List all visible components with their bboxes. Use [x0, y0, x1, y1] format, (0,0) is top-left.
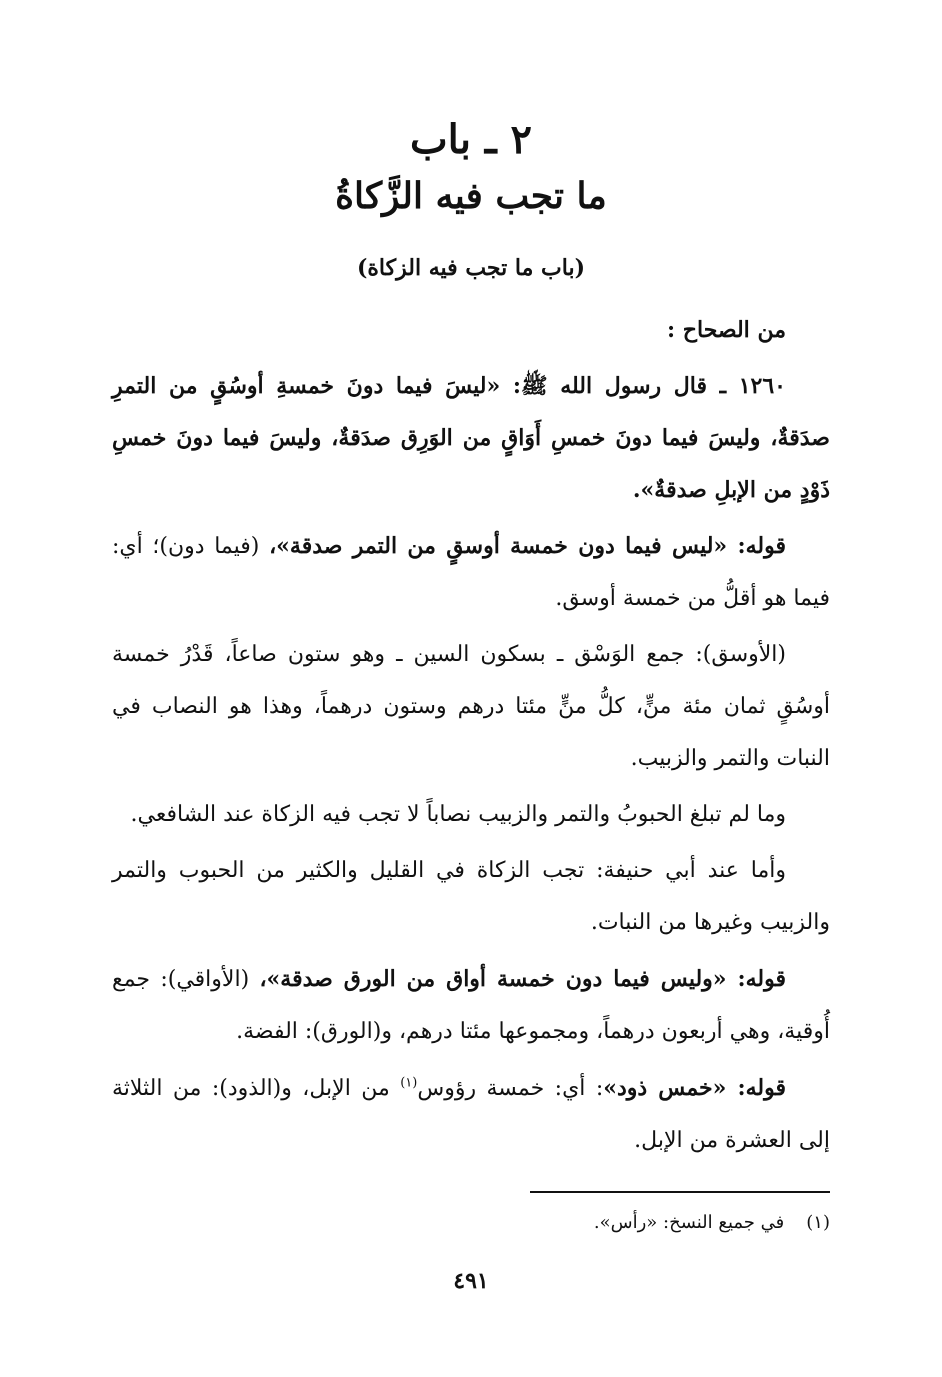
body-text [112, 304, 830, 1171]
commentary-paragraph-4: وأما عند أبي حنيفة: تجب الزكاة في القليل والكثير من الحبوب والتمر والزبيب وغيرها من النبات. [112, 858, 830, 935]
chapter-number: ٢ ـ باب [409, 116, 533, 163]
commentary-paragraph-6 [112, 1062, 830, 1167]
footnote-divider [530, 1191, 830, 1193]
section-subheading: (باب ما تجب فيه الزكاة) [356, 255, 585, 281]
section-label: من الصحاح : [667, 317, 786, 343]
commentary-text: من الإبل، و(الذود): من الثلاثة إلى العشرة من الإبل. [112, 1076, 830, 1153]
commentary-paragraph-1 [112, 520, 830, 625]
footnote-number: (١) [806, 1212, 830, 1233]
footnote-text: في جميع النسخ: «رأس». [593, 1212, 785, 1233]
hadith-paragraph: ١٢٦٠ ـ قال رسول الله ﷺ: «ليسَ فيما دونَ خمسةِ أوسُقٍ من التمرِ صدَقةٌ، وليسَ فيما دونَ خمسِ أَوَاقٍ من الوَرِق صدَقةٌ، وليسَ فيما دونَ خمسِ ذَوْدٍ من الإبلِ صدقةٌ». [112, 373, 830, 503]
quoted-phrase: قوله: «وليس فيما دون خمسة أواق من الورق صدقة»، [259, 966, 786, 992]
quoted-phrase: قوله: «خمس ذود» [603, 1075, 786, 1101]
footnote [112, 1203, 830, 1243]
commentary-text: (فيما دون)؛ أي: فيما هو أقلُّ من خمسة أوسق. [112, 534, 830, 611]
commentary-paragraph-3: وما لم تبلغ الحبوبُ والتمر والزبيب نصاباً لا تجب فيه الزكاة عند الشافعي. [130, 802, 786, 827]
chapter-title: ما تجب فيه الزَّكاةُ [335, 175, 607, 217]
commentary-text: : أي: خمسة رؤوس [417, 1076, 604, 1101]
page-number: ٤٩١ [453, 1268, 489, 1294]
commentary-paragraph-5 [112, 953, 830, 1058]
commentary-text: (الأواقي): جمع أُوقية، وهي أربعون درهماً، ومجموعها مئتا درهم، و(الورق): الفضة. [112, 967, 830, 1044]
quoted-phrase: قوله: «ليس فيما دون خمسة أوسقٍ من التمر صدقة»، [269, 533, 786, 559]
commentary-paragraph-2: (الأوسق): جمع الوَسْق ـ بسكون السين ـ وهو ستون صاعاً، قَدْرُ خمسة أوسُقٍ ثمان مئة منٍّ، كلُّ منٍّ مئتا درهم وستون درهماً، وهذا هو النصاب في النبات والتمر والزبيب. [112, 642, 830, 771]
footnote-reference: (١) [400, 1075, 418, 1091]
